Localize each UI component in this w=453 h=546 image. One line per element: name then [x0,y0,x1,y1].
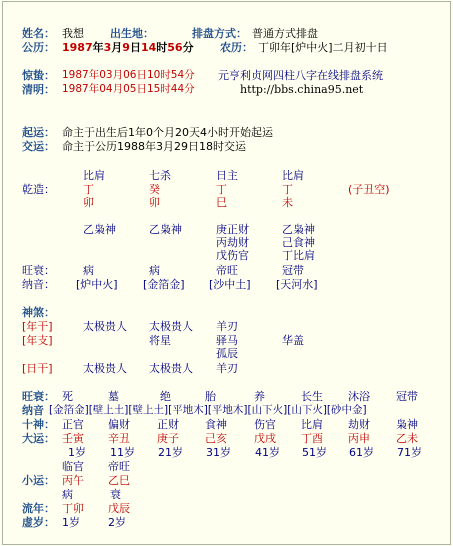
solar-date: 1987年3月9日14时56分 [62,41,194,54]
shishen-hour: 比肩 [282,169,304,182]
liunian-value: 戊辰 [108,502,130,515]
shensha-cell: 太极贵人 [149,362,193,375]
dayun-shishen: 比肩 [301,418,323,431]
canggan-year-1: 乙枭神 [83,223,116,236]
dayun-age: 31岁 [206,446,231,459]
name-label: 姓名： [22,27,55,40]
qiyun-value: 命主于出生后1年0个月20天4小时开始起运 [62,126,273,139]
xusui-label: 虚岁： [22,516,55,529]
dayun-ganzhi: 庚子 [157,432,179,445]
site-name: 元亨利贞网四柱八字在线排盘系统 [218,69,383,82]
kongwang: (子丑空) [348,183,390,196]
dizhi-month: 卯 [149,196,160,209]
shensha-cell: 将星 [149,334,171,347]
dizhi-day: 巳 [216,196,227,209]
qingming-value: 1987年04月05日15时44分 [62,83,195,95]
dayun-age: 1岁 [68,446,86,459]
qingming-label: 清明： [22,83,55,96]
shensha-cell: 驿马 [216,334,238,347]
dayun-ganzhi: 戊戌 [254,432,276,445]
site-url[interactable]: http://bbs.china95.net [240,83,364,96]
shensha-cell: 孤辰 [216,347,238,360]
jingzhe-label: 惊蛰： [22,69,55,82]
dayun-wangshuai: 养 [254,390,265,403]
canggan-day-3: 戊伤官 [216,249,249,262]
wangshuai-day: 帝旺 [216,264,238,277]
nayin-month: [金箔金] [143,278,185,291]
tiangan-month: 癸 [149,183,160,196]
dayun-shishen: 劫财 [348,418,370,431]
dayun-age: 71岁 [397,446,422,459]
nayin-label: 纳音： [22,278,55,291]
wangshuai-month: 病 [149,264,160,277]
shensha-label-nian-gan: [年干] [22,320,53,333]
dayun-wangshuai: 绝 [160,390,171,403]
canggan-month-1: 乙枭神 [149,223,182,236]
birthplace-label: 出生地： [110,27,154,40]
dayun-label: 大运： [22,432,55,445]
lunar-value: 丁卯年[炉中火]二月初十日 [258,41,388,54]
canggan-hour-2: 己食神 [282,236,315,249]
xusui-value: 1岁 [62,516,80,529]
dayun-shishen: 正财 [157,418,179,431]
dayun-shishen: 伤官 [254,418,276,431]
dayun-wangshuai: 死 [62,390,73,403]
canggan-hour-1: 乙枭神 [282,223,315,236]
dayun-ganzhi: 己亥 [205,432,227,445]
dayun-age: 21岁 [158,446,183,459]
dayun-shishen-label: 十神： [22,418,55,431]
tiangan-year: 丁 [83,183,94,196]
shensha-cell: 太极贵人 [83,362,127,375]
shensha-cell: 太极贵人 [149,320,193,333]
dizhi-hour: 未 [282,196,293,209]
shensha-cell: 羊刃 [216,320,238,333]
dayun-ganzhi: 辛丑 [108,432,130,445]
jiaoyun-label: 交运： [22,140,55,153]
xiaoyun-ganzhi: 乙巳 [108,474,130,487]
xiaoyun-bottom: 衰 [110,488,121,501]
canggan-hour-3: 丁比肩 [282,249,315,262]
solar-label: 公历： [22,41,55,54]
dayun-age: 41岁 [255,446,280,459]
jiaoyun-value: 命主于公历1988年3月29日18时交运 [62,140,246,153]
nayin-year: [炉中火] [76,278,118,291]
tiangan-day: 丁 [216,183,227,196]
dayun-wangshuai: 冠带 [396,390,418,403]
dayun-nayin-row: [金箔金][壁上土][壁上土][平地木][平地木][山下火][山下火][砂中金] [49,404,367,416]
xiaoyun-ganzhi: 丙午 [62,474,84,487]
liunian-value: 丁卯 [62,502,84,515]
shishen-month: 七杀 [149,169,171,182]
lunar-label: 农历： [220,41,253,54]
qiyun-label: 起运： [22,126,55,139]
dayun-shishen: 正官 [62,418,84,431]
dizhi-year: 卯 [83,196,94,209]
jingzhe-value: 1987年03月06日10时54分 [62,69,195,81]
nayin-day: [沙中土] [209,278,251,291]
method-label: 排盘方式： [192,27,247,40]
shishen-day: 日主 [216,169,238,182]
shensha-cell: 华盖 [282,334,304,347]
nayin-hour: [天河水] [276,278,318,291]
xusui-value: 2岁 [108,516,126,529]
xiaoyun-label: 小运： [22,474,55,487]
dayun-wangshuai: 墓 [108,390,119,403]
dayun-ganzhi: 乙未 [396,432,418,445]
dayun-shishen: 枭神 [396,418,418,431]
dayun-ganzhi: 丁酉 [301,432,323,445]
dayun-shishen: 食神 [205,418,227,431]
dayun-age: 11岁 [110,446,135,459]
dayun-nayin-label: 纳音 [22,404,44,417]
dayun-ganzhi: 壬寅 [62,432,84,445]
dayun-wangshuai: 胎 [205,390,216,403]
canggan-day-1: 庚正财 [216,223,249,236]
method-value: 普通方式排盘 [252,27,318,40]
dayun-age: 51岁 [302,446,327,459]
wangshuai-hour: 冠带 [282,264,304,277]
xiaoyun-top: 临官 [62,460,84,473]
dayun-wangshuai-label: 旺衰： [22,390,55,403]
canggan-day-2: 丙劫财 [216,236,249,249]
qianzao-label: 乾造： [22,183,55,196]
xiaoyun-bottom: 病 [62,488,73,501]
shensha-label-ri-gan: [日干] [22,362,53,375]
shensha-cell: 羊刃 [216,362,238,375]
dayun-age: 61岁 [349,446,374,459]
dayun-shishen: 偏财 [108,418,130,431]
shensha-label-nian-zhi: [年支] [22,334,53,347]
liunian-label: 流年： [22,502,55,515]
shensha-title: 神煞： [22,306,55,319]
wangshuai-year: 病 [83,264,94,277]
name-value: 我想 [62,27,84,40]
xiaoyun-top: 帝旺 [108,460,130,473]
dayun-wangshuai: 沐浴 [348,390,370,403]
wangshuai-label: 旺衰： [22,264,55,277]
dayun-ganzhi: 丙申 [348,432,370,445]
shensha-cell: 太极贵人 [83,320,127,333]
dayun-wangshuai: 长生 [301,390,323,403]
tiangan-hour: 丁 [282,183,293,196]
shishen-year: 比肩 [83,169,105,182]
